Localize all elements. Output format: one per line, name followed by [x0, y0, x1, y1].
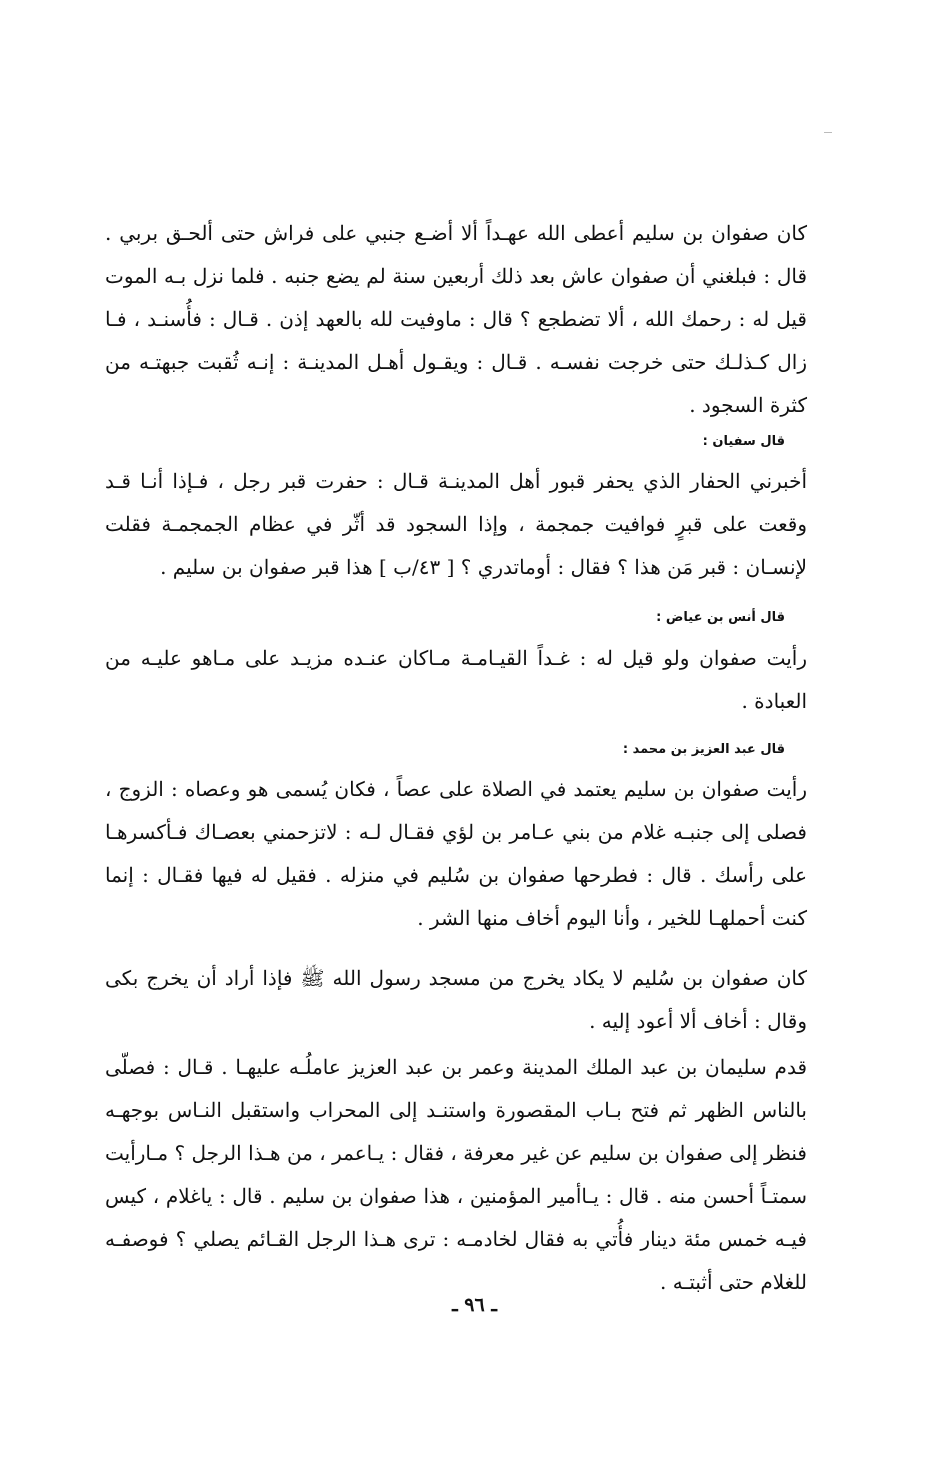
paragraph-text: رأيت صفوان بن سليم يعتمد في الصلاة على عصاً ، فكان يُسمى هو وعصاه : الزوج ، فصلى إلى جنبـه غلام من بني عـامر بن لؤي فقـال لـه : لاتزحمني بعصـاك فـأكسرهـا على رأسك . قال : فطرحها صفوان بن سُليم في منزله . فقيل له فيها فقـال : إنما كنت أحملهـا للخير ، وأنا اليوم أخاف منها الشر . — [105, 777, 807, 930]
scan-mark — [824, 132, 832, 133]
heading-sufyan: قال سفيان : — [702, 434, 785, 449]
paragraph-text: قدم سليمان بن عبد الملك المدينة وعمر بن عبد العزيز عاملُـه عليهـا . قـال : فصلّى بالناس الظهر ثم فتح بـاب المقصورة واستنـد إلى المحراب واستقبل النـاس بوجهـه فنظر إلى صفوان بن سليم عن غير معرفة ، فقال : يـاعمر ، من هـذا الرجل ؟ مـارأيت سمتـاً أحسن منه . قال : يـاأمير المؤمنين ، هذا صفوان بن سليم . قال : ياغلام ، كيس فيـه خمس مئة دينار فأُتي به فقال لخادمـه : ترى هـذا الرجل القـائم يصلي ؟ فوصفـه للغلام حتى أثبتـه . — [105, 1055, 807, 1294]
paragraph-text: كان صفوان بن سُليم لا يكاد يخرج من مسجد رسول الله ﷺ فإذا أراد أن يخرج بكى وقال : أخاف ألا أعود إليه . — [105, 966, 807, 1033]
paragraph-text: رأيت صفوان ولو قيل له : غـداً القيـامـة مـاكان عنـده مزيـد على مـاهو عليـه من العبادة . — [105, 646, 807, 713]
page-number: ـ ٩٦ ـ — [452, 1294, 497, 1316]
paragraph-safwan-oath — [105, 212, 807, 427]
paragraph-worship — [105, 637, 807, 723]
paragraph-grave-digger — [105, 460, 807, 589]
paragraph-staff — [105, 768, 807, 940]
paragraph-text: كان صفوان بن سليم أعطى الله عهـداً ألا أضـع جنبي على فراش حتى ألحـق بربي . قال : فبلغني أن صفوان عاش بعد ذلك أربعين سنة لم يضع جنبه . فلما نزل بـه الموت قيل له : رحمك الله ، ألا تضطجع ؟ قال : ماوفيت لله بالعهد إذن . قـال : فأُسنـد ، فـا زال كـذلـك حتى خرجت نفسـه . قـال : ويقـول أهـل المدينـة : إنـه ثُقبت جبهتـه من كثرة السجود . — [105, 221, 807, 417]
paragraph-text: أخبرني الحفار الذي يحفر قبور أهل المدينـة قـال : حفرت قبر رجل ، فـإذا أنـا قـد وقعت على قبرٍ فوافيت جمجمة ، وإذا السجود قد أثّر في عظام الجمجمـة فقلت لإنسـان : قبر مَن هذا ؟ فقال : أوماتدري ؟ [ ٤٣/ب ] هذا قبر صفوان بن سليم . — [105, 469, 807, 579]
paragraph-mosque — [105, 957, 807, 1043]
heading-anas-bin-iyad: قال أنس بن عياض : — [656, 610, 785, 625]
heading-abdulaziz-bin-muhammad: قال عبد العزيز بن محمد : — [622, 742, 785, 757]
paragraph-sulayman-visit — [105, 1046, 807, 1304]
